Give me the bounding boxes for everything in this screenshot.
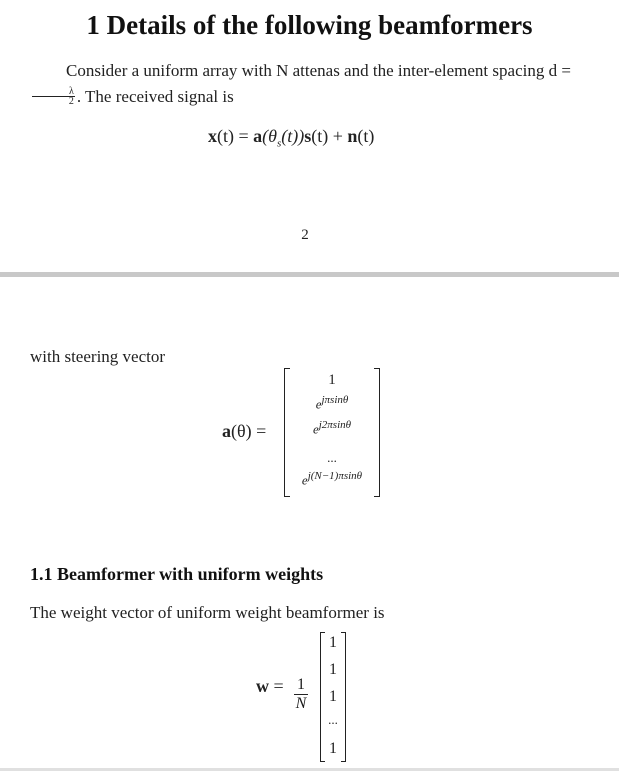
weight-entry: 1 (329, 688, 337, 705)
eq-theta: (θ (262, 126, 277, 146)
w-equals: = (269, 676, 284, 696)
frac-denominator: 2 (68, 95, 74, 107)
eq-s-rest: (t) + (311, 126, 348, 146)
steer-a: a (222, 421, 231, 441)
eq-x-t: (t) = (217, 126, 254, 146)
subsection-title: 1.1 Beamformer with uniform weights (30, 564, 324, 584)
eq-theta-rest: (t)) (281, 126, 305, 146)
steer-exp: j(N−1)πsinθ (307, 470, 363, 482)
steering-entry (284, 394, 380, 412)
weight-entry: ... (328, 712, 338, 727)
weight-lhs (256, 676, 284, 697)
weight-entry: 1 (329, 740, 337, 757)
eq-a: a (253, 126, 263, 146)
weight-intro: The weight vector of uniform weight beamformer is (30, 603, 385, 622)
weight-entry: 1 (329, 634, 337, 651)
steer-e: e (301, 472, 308, 488)
intro-text-b: . The received signal is (76, 87, 234, 106)
steer-exp: jπsinθ (321, 394, 349, 406)
intro-paragraph (30, 58, 590, 110)
eq-n: n (347, 126, 358, 146)
steer-rest: (θ) = (231, 421, 267, 441)
page-number: 2 (301, 227, 309, 243)
steering-entry (284, 419, 380, 437)
eq-theta-sub: s (276, 137, 282, 150)
steering-intro: with steering vector (30, 347, 166, 366)
w-symbol: w (256, 676, 269, 696)
w-frac-den: N (295, 695, 307, 712)
received-signal-equation (208, 126, 374, 150)
steer-e: e (315, 396, 322, 412)
section-title: 1 Details of the following beamformers (86, 10, 533, 40)
steer-exp: j2πsinθ (318, 419, 352, 431)
lambda-over-two-fraction (32, 87, 75, 106)
weight-entry: 1 (329, 661, 337, 678)
steering-entry (284, 470, 380, 488)
one-over-n-fraction (294, 676, 308, 713)
intro-text-a: Consider a uniform array with N attenas and the inter-element spacing d = (66, 61, 571, 80)
eq-n-rest: (t) (357, 126, 375, 146)
w-frac-num: 1 (294, 676, 308, 695)
steer-e: e (312, 421, 319, 437)
eq-x: x (208, 126, 217, 146)
eq-s: s (304, 126, 312, 146)
steering-entry: 1 (328, 372, 336, 388)
steering-matrix (284, 368, 380, 497)
frac-numerator: λ (32, 87, 75, 97)
steering-vector-lhs (222, 421, 266, 442)
steering-entry: ... (327, 450, 337, 465)
